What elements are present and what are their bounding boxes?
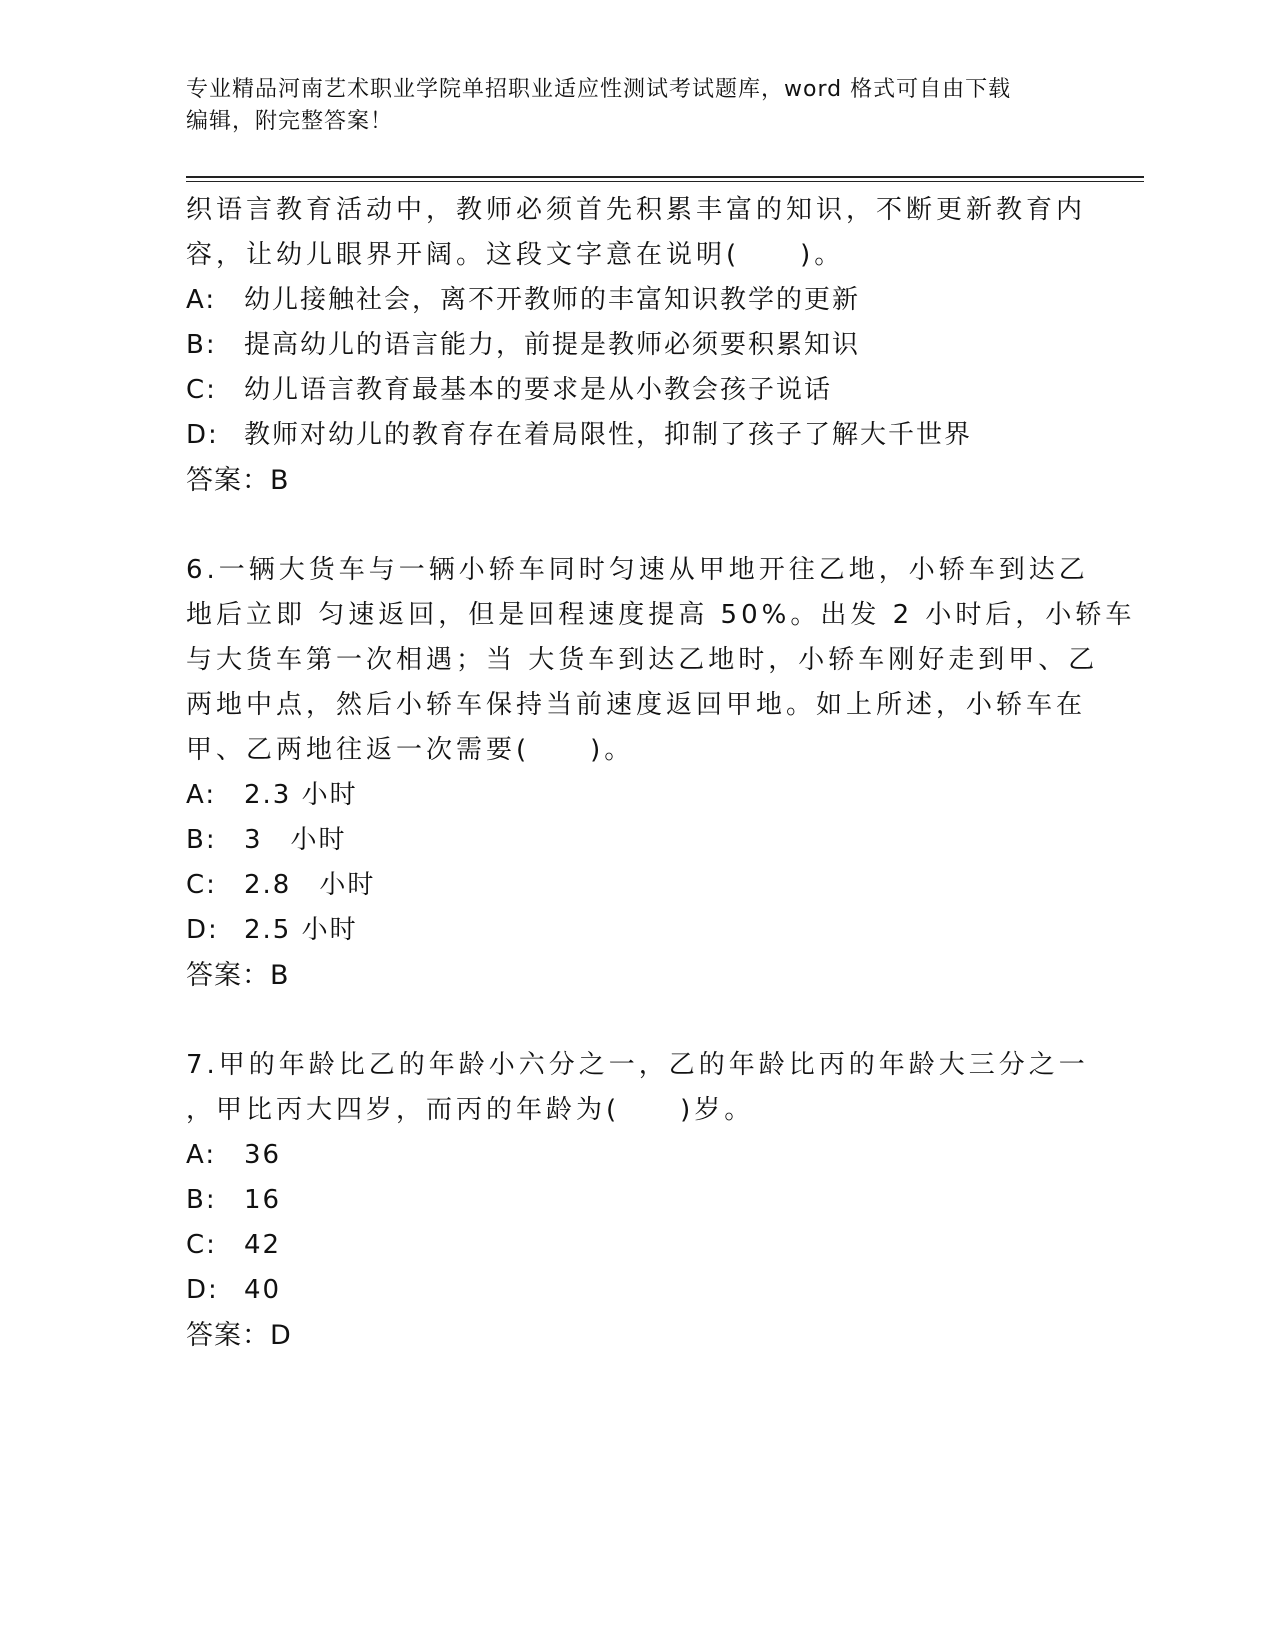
header-line-2: 编辑，附完整答案！ xyxy=(186,109,394,134)
option-b: B: 16 xyxy=(186,1185,282,1215)
header-divider-thin xyxy=(186,181,1144,182)
option-d: D: 2.5 小时 xyxy=(186,915,358,945)
answer: 答案：B xyxy=(186,465,290,496)
question-stem-line: 7.甲的年龄比乙的年龄小六分之一，乙的年龄比丙的年龄大三分之一 xyxy=(186,1050,1089,1080)
document-header xyxy=(186,74,1066,138)
option-d: D: 教师对幼儿的教育存在着局限性，抑制了孩子了解大千世界 xyxy=(186,420,973,450)
option-a: A: 36 xyxy=(186,1140,282,1170)
answer: 答案：D xyxy=(186,1320,292,1351)
header-line-1: 专业精品河南艺术职业学院单招职业适应性测试考试题库，word 格式可自由下载 xyxy=(186,77,1012,102)
question-list xyxy=(186,188,1136,1358)
question-5 xyxy=(186,188,1086,503)
option-a: A: 幼儿接触社会，离不开教师的丰富知识教学的更新 xyxy=(186,285,861,315)
option-c: C: 2.8 小时 xyxy=(186,870,376,900)
header-divider-thick xyxy=(186,176,1144,178)
option-c: C: 42 xyxy=(186,1230,282,1260)
option-a: A: 2.3 小时 xyxy=(186,780,358,810)
question-stem-line: 容，让幼儿眼界开阔。这段文字意在说明( )。 xyxy=(186,240,845,270)
question-stem-line: 织语言教育活动中，教师必须首先积累丰富的知识，不断更新教育内 xyxy=(186,195,1087,225)
question-stem-line: 地后立即 匀速返回，但是回程速度提高 50%。出发 2 小时后，小轿车 xyxy=(186,600,1136,630)
option-b: B: 提高幼儿的语言能力，前提是教师必须要积累知识 xyxy=(186,330,861,360)
question-stem-line: 与大货车第一次相遇；当 大货车到达乙地时，小轿车刚好走到甲、乙 xyxy=(186,645,1099,675)
question-6 xyxy=(186,548,1136,998)
question-stem-line: 甲、乙两地往返一次需要( )。 xyxy=(186,735,635,765)
question-stem-line: 6.一辆大货车与一辆小轿车同时匀速从甲地开往乙地，小轿车到达乙 xyxy=(186,555,1089,585)
option-b: B: 3 小时 xyxy=(186,825,347,855)
question-7 xyxy=(186,1043,1089,1358)
option-c: C: 幼儿语言教育最基本的要求是从小教会孩子说话 xyxy=(186,375,833,405)
question-stem-line: 两地中点，然后小轿车保持当前速度返回甲地。如上所述，小轿车在 xyxy=(186,690,1087,720)
option-d: D: 40 xyxy=(186,1275,282,1305)
question-stem-line: ，甲比丙大四岁，而丙的年龄为( )岁。 xyxy=(186,1095,755,1125)
answer: 答案：B xyxy=(186,960,290,991)
